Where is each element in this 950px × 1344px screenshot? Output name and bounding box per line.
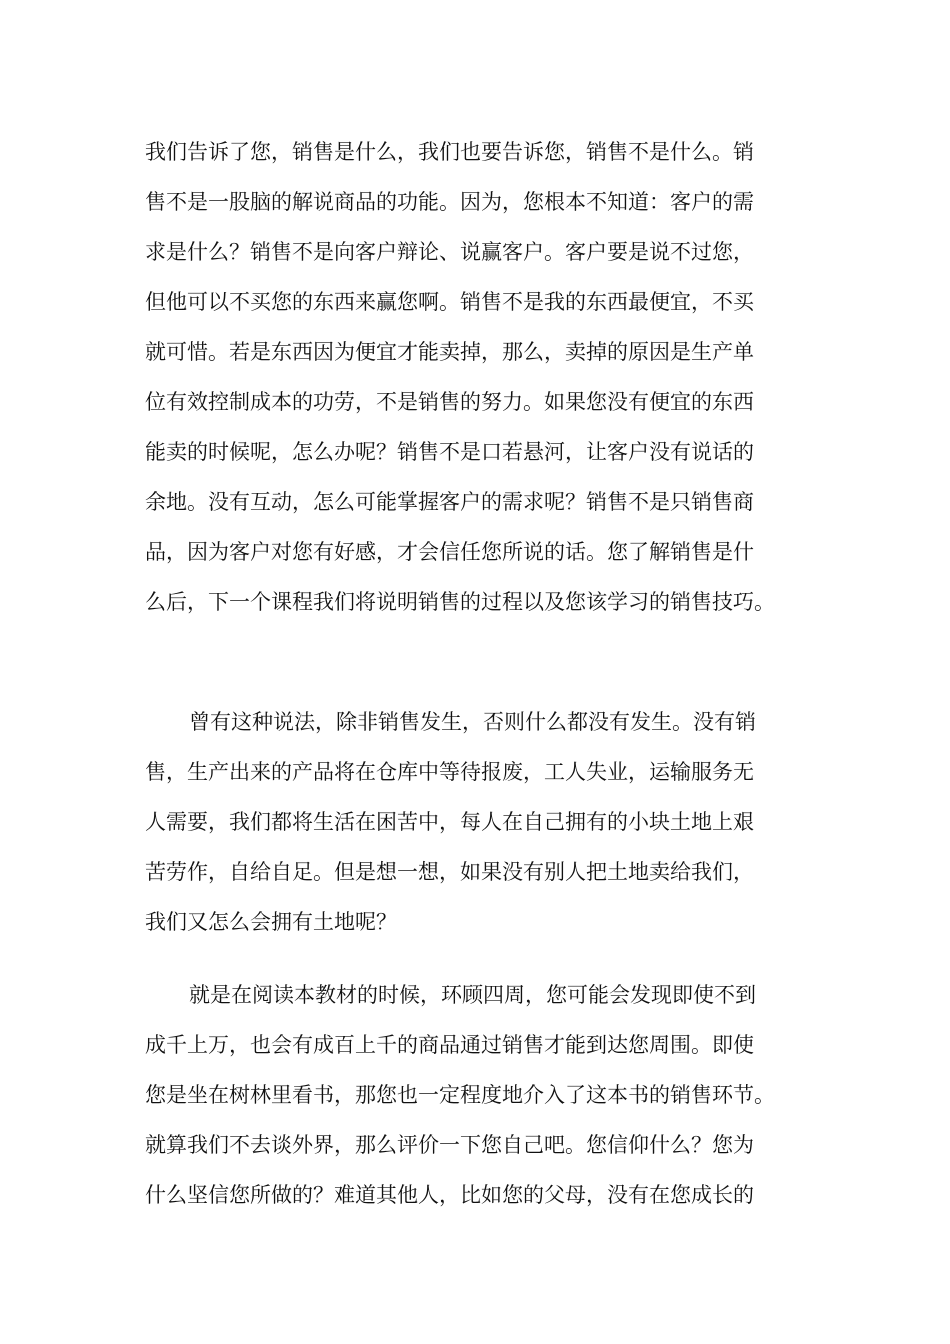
text-line: 就可惜。若是东西因为便宜才能卖掉，那么，卖掉的原因是生产单 <box>145 340 754 364</box>
text-line: 什么坚信您所做的？难道其他人，比如您的父母，没有在您成长的 <box>145 1183 754 1207</box>
paragraph-without-sales <box>145 697 825 947</box>
text-line: 位有效控制成本的功劳，不是销售的努力。如果您没有便宜的东西 <box>145 390 754 414</box>
text-line: 成千上万，也会有成百上千的商品通过销售才能到达您周围。即使 <box>145 1033 754 1057</box>
text-line: 求是什么？销售不是向客户辩论、说赢客户。客户要是说不过您， <box>145 240 754 264</box>
text-line: 能卖的时候呢，怎么办呢？销售不是口若悬河，让客户没有说话的 <box>145 440 754 464</box>
text-line: 我们告诉了您，销售是什么，我们也要告诉您，销售不是什么。销 <box>145 140 754 164</box>
paragraph-what-selling-is-not <box>145 127 825 627</box>
text-line: 苦劳作，自给自足。但是想一想，如果没有别人把土地卖给我们， <box>145 860 754 884</box>
text-line: 您是坐在树林里看书，那您也一定程度地介入了这本书的销售环节。 <box>145 1083 775 1107</box>
text-line: 但他可以不买您的东西来赢您啊。销售不是我的东西最便宜，不买 <box>145 290 754 314</box>
text-line: 我们又怎么会拥有土地呢？ <box>145 910 397 934</box>
paragraph-look-around <box>145 970 825 1220</box>
text-line: 就算我们不去谈外界，那么评价一下您自己吧。您信仰什么？您为 <box>145 1133 754 1157</box>
text-line: 品，因为客户对您有好感，才会信任您所说的话。您了解销售是什 <box>145 540 754 564</box>
text-line: 曾有这种说法，除非销售发生，否则什么都没有发生。没有销 <box>189 710 756 734</box>
text-line: 售不是一股脑的解说商品的功能。因为，您根本不知道：客户的需 <box>145 190 754 214</box>
text-line: 人需要，我们都将生活在困苦中，每人在自己拥有的小块土地上艰 <box>145 810 754 834</box>
text-line: 就是在阅读本教材的时候，环顾四周，您可能会发现即使不到 <box>189 983 756 1007</box>
text-line: 么后，下一个课程我们将说明销售的过程以及您该学习的销售技巧。 <box>145 590 775 614</box>
text-line: 余地。没有互动，怎么可能掌握客户的需求呢？销售不是只销售商 <box>145 490 754 514</box>
text-line: 售，生产出来的产品将在仓库中等待报废，工人失业，运输服务无 <box>145 760 754 784</box>
